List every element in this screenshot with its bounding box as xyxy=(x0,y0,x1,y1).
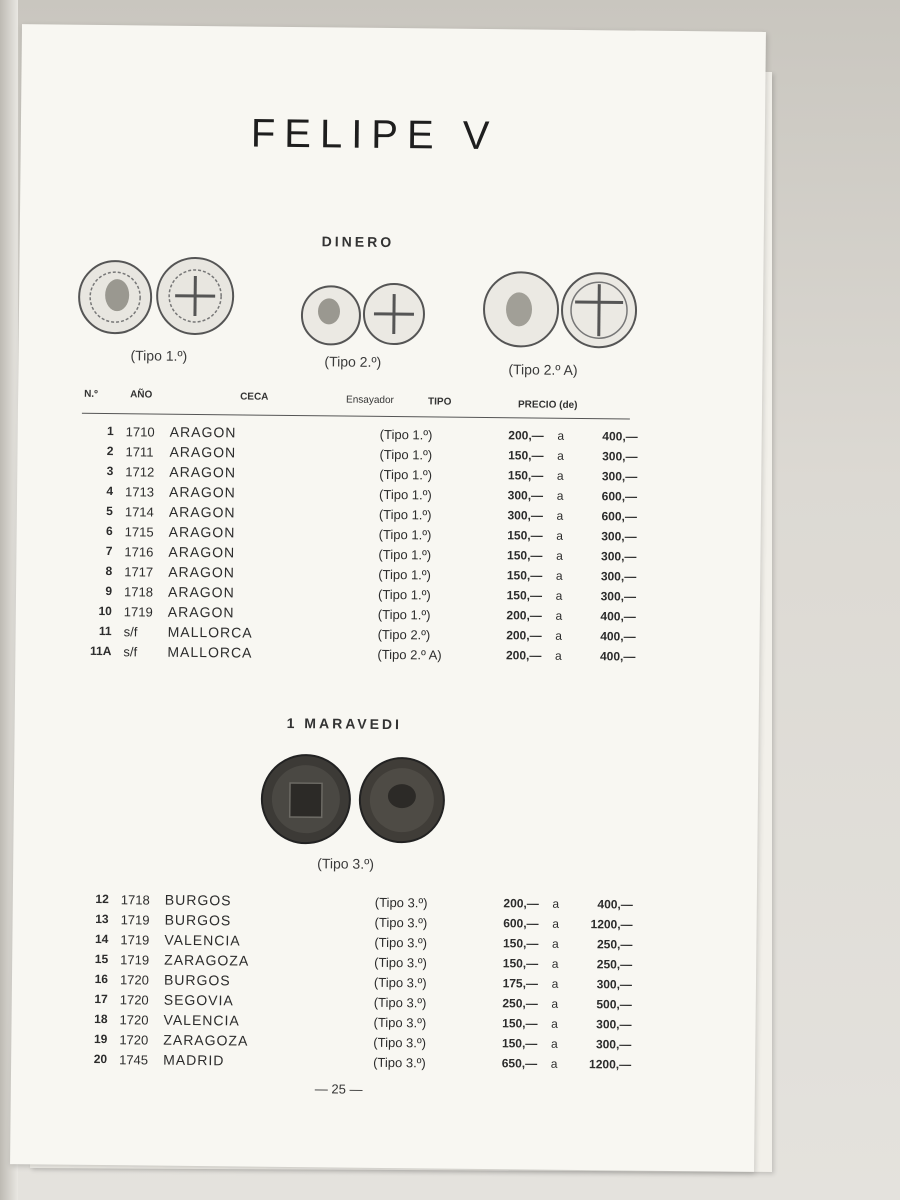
row-ceca: ARAGON xyxy=(168,503,236,521)
row-price-from: 150,— xyxy=(502,1016,538,1031)
row-tipo: (Tipo 2.º) xyxy=(377,626,431,642)
coin-tipo1-image xyxy=(77,253,248,341)
dinero-table-body xyxy=(79,421,637,667)
row-tipo: (Tipo 3.º) xyxy=(373,1034,427,1050)
row-ceca: ZARAGOZA xyxy=(164,951,250,969)
row-number: 5 xyxy=(106,504,113,519)
row-price-to: 600,— xyxy=(601,489,638,504)
row-number: 16 xyxy=(94,971,109,987)
row-price-to: 1200,— xyxy=(590,917,633,932)
row-number: 2 xyxy=(106,444,114,459)
row-price-to: 300,— xyxy=(600,589,637,604)
row-number: 4 xyxy=(106,484,114,499)
row-tipo: (Tipo 1.º) xyxy=(378,546,432,562)
row-price-to: 300,— xyxy=(601,469,638,484)
row-price-to: 250,— xyxy=(596,937,633,952)
coin-tipo2-image xyxy=(299,281,430,348)
header-tipo: TIPO xyxy=(427,396,452,408)
row-year: 1714 xyxy=(124,503,154,520)
row-price-sep: a xyxy=(555,628,563,643)
row-price-to: 500,— xyxy=(596,997,632,1012)
row-price-from: 175,— xyxy=(502,976,539,991)
row-ceca: ARAGON xyxy=(168,563,236,581)
row-price-sep: a xyxy=(556,488,564,503)
coin-tipo2a-reverse xyxy=(562,273,637,348)
row-number: 1 xyxy=(106,424,114,439)
row-price-to: 1200,— xyxy=(589,1057,632,1072)
row-price-to: 300,— xyxy=(600,569,637,584)
row-number: 13 xyxy=(95,911,109,927)
row-price-sep: a xyxy=(552,916,560,931)
header-ceca: CECA xyxy=(240,391,269,403)
row-year: s/f xyxy=(123,643,138,659)
row-year: s/f xyxy=(123,623,138,639)
row-price-from: 150,— xyxy=(502,956,539,971)
row-year: 1715 xyxy=(124,523,154,540)
row-price-to: 300,— xyxy=(601,549,637,564)
row-ceca: ARAGON xyxy=(169,483,236,501)
row-ceca: ARAGON xyxy=(167,603,235,621)
row-year: 1720 xyxy=(119,1031,149,1048)
row-number: 12 xyxy=(95,891,109,907)
dinero-price-table xyxy=(79,421,637,667)
row-price-from: 200,— xyxy=(505,648,542,663)
coin-tipo2a-obverse xyxy=(484,272,559,347)
row-year: 1712 xyxy=(125,463,155,480)
row-price-from: 200,— xyxy=(506,608,542,623)
row-price-to: 300,— xyxy=(596,977,633,992)
row-price-sep: a xyxy=(554,648,562,663)
row-year: 1719 xyxy=(120,911,150,928)
row-year: 1719 xyxy=(120,951,150,968)
coin-tipo2-reverse xyxy=(364,284,425,345)
row-price-to: 400,— xyxy=(600,609,636,624)
row-price-from: 150,— xyxy=(507,468,544,483)
row-price-from: 150,— xyxy=(506,588,543,603)
row-number: 20 xyxy=(93,1051,108,1067)
row-price-sep: a xyxy=(555,608,563,623)
row-price-from: 650,— xyxy=(501,1056,538,1071)
coin-tipo2-obverse xyxy=(302,286,361,345)
caption-tipo2a: (Tipo 2.º A) xyxy=(508,361,578,378)
row-number: 11A xyxy=(89,643,112,659)
row-price-sep: a xyxy=(557,448,564,463)
maravedi-price-table xyxy=(75,889,633,1075)
row-ceca: ARAGON xyxy=(167,583,235,601)
coin-tipo3-image xyxy=(259,751,450,849)
row-tipo: (Tipo 1.º) xyxy=(377,586,431,602)
row-price-sep: a xyxy=(551,956,559,971)
row-price-sep: a xyxy=(551,936,559,951)
row-tipo: (Tipo 1.º) xyxy=(378,526,432,542)
row-price-sep: a xyxy=(556,548,563,563)
row-tipo: (Tipo 3.º) xyxy=(374,914,428,930)
row-price-from: 200,— xyxy=(506,628,542,643)
header-ensayador: Ensayador xyxy=(346,394,394,407)
row-number: 3 xyxy=(106,464,114,479)
row-year: 1717 xyxy=(124,563,154,580)
row-year: 1720 xyxy=(119,971,149,988)
row-price-to: 300,— xyxy=(596,1017,632,1032)
row-number: 7 xyxy=(105,544,113,559)
row-tipo: (Tipo 1.º) xyxy=(379,446,433,462)
row-number: 15 xyxy=(94,951,109,967)
row-tipo: (Tipo 3.º) xyxy=(374,954,427,970)
row-price-to: 250,— xyxy=(596,957,633,972)
row-tipo: (Tipo 1.º) xyxy=(378,566,431,582)
row-price-sep: a xyxy=(555,588,563,603)
page-number: — 25 — xyxy=(314,1081,363,1097)
row-price-to: 400,— xyxy=(597,897,633,912)
row-ceca: ARAGON xyxy=(169,443,237,461)
row-price-from: 150,— xyxy=(508,448,544,463)
section-dinero-heading: DINERO xyxy=(321,233,395,251)
row-price-sep: a xyxy=(550,1056,558,1071)
row-ceca: SEGOVIA xyxy=(163,991,234,1009)
row-price-to: 400,— xyxy=(602,429,638,444)
row-price-to: 400,— xyxy=(599,649,636,664)
row-number: 14 xyxy=(94,931,109,947)
row-ceca: MALLORCA xyxy=(167,623,253,641)
row-year: 1711 xyxy=(125,443,154,460)
row-number: 8 xyxy=(105,564,113,579)
row-year: 1719 xyxy=(123,603,153,620)
row-tipo: (Tipo 3.º) xyxy=(373,1014,427,1030)
row-tipo: (Tipo 2.º A) xyxy=(377,646,442,663)
row-year: 1718 xyxy=(123,583,154,600)
row-ceca: VALENCIA xyxy=(164,931,241,949)
row-tipo: (Tipo 1.º) xyxy=(377,606,431,622)
coin-tipo1-reverse xyxy=(157,258,234,335)
row-price-from: 150,— xyxy=(502,936,539,951)
row-price-from: 200,— xyxy=(503,896,539,911)
coin-tipo1-obverse xyxy=(79,261,152,334)
row-ceca: ARAGON xyxy=(168,543,236,561)
row-price-from: 250,— xyxy=(502,996,538,1011)
header-rule xyxy=(82,413,630,420)
row-price-from: 300,— xyxy=(507,488,544,503)
row-price-sep: a xyxy=(556,528,564,543)
row-year: 1745 xyxy=(119,1051,149,1068)
row-tipo: (Tipo 3.º) xyxy=(373,974,427,990)
row-ceca: MALLORCA xyxy=(167,643,253,661)
row-number: 19 xyxy=(93,1031,108,1047)
row-number: 11 xyxy=(98,623,112,639)
maravedi-table-body xyxy=(75,889,633,1075)
row-ceca: ZARAGOZA xyxy=(163,1031,249,1049)
row-ceca: BURGOS xyxy=(163,971,231,989)
coin-tipo3-obverse xyxy=(261,755,350,844)
caption-tipo1: (Tipo 1.º) xyxy=(130,347,188,364)
coin-tipo2a-image xyxy=(481,267,642,353)
row-number: 10 xyxy=(98,603,112,619)
row-year: 1716 xyxy=(124,543,154,560)
row-tipo: (Tipo 1.º) xyxy=(379,466,433,482)
row-tipo: (Tipo 1.º) xyxy=(379,486,432,502)
row-number: 17 xyxy=(94,991,108,1007)
row-price-from: 200,— xyxy=(508,428,544,443)
row-price-sep: a xyxy=(557,428,565,443)
row-year: 1718 xyxy=(120,891,150,908)
row-number: 6 xyxy=(105,524,113,539)
coin-tipo3-reverse xyxy=(359,758,444,843)
row-tipo: (Tipo 3.º) xyxy=(373,1054,426,1070)
row-ceca: BURGOS xyxy=(164,891,232,909)
row-year: 1713 xyxy=(125,483,155,500)
row-tipo: (Tipo 3.º) xyxy=(374,894,428,910)
row-year: 1719 xyxy=(120,931,150,948)
row-year: 1710 xyxy=(125,423,155,440)
row-year: 1720 xyxy=(119,1011,149,1028)
row-price-to: 300,— xyxy=(602,449,638,464)
row-price-from: 150,— xyxy=(507,528,543,543)
row-ceca: MADRID xyxy=(163,1051,225,1069)
row-price-from: 150,— xyxy=(507,548,543,563)
catalog-page xyxy=(10,24,766,1172)
row-price-to: 600,— xyxy=(601,509,637,524)
header-precio: PRECIO (de) xyxy=(517,399,578,411)
row-number: 9 xyxy=(105,584,113,599)
row-tipo: (Tipo 3.º) xyxy=(374,934,428,950)
row-tipo: (Tipo 3.º) xyxy=(373,994,427,1010)
row-price-from: 300,— xyxy=(507,508,543,523)
row-year: 1720 xyxy=(119,991,149,1008)
caption-tipo2: (Tipo 2.º) xyxy=(324,353,382,370)
row-price-sep: a xyxy=(550,1036,558,1051)
row-number: 18 xyxy=(94,1011,108,1027)
row-price-to: 300,— xyxy=(601,529,637,544)
row-price-sep: a xyxy=(555,568,563,583)
row-ceca: ARAGON xyxy=(168,523,236,541)
row-price-from: 150,— xyxy=(506,568,543,583)
row-tipo: (Tipo 1.º) xyxy=(378,506,432,522)
row-tipo: (Tipo 1.º) xyxy=(379,426,433,442)
row-price-sep: a xyxy=(551,996,559,1011)
row-price-sep: a xyxy=(556,508,564,523)
row-price-sep: a xyxy=(552,896,560,911)
row-price-to: 400,— xyxy=(600,629,636,644)
row-price-sep: a xyxy=(551,976,559,991)
row-ceca: ARAGON xyxy=(169,423,237,441)
row-price-sep: a xyxy=(551,1016,558,1031)
row-price-to: 300,— xyxy=(595,1037,632,1052)
row-ceca: ARAGON xyxy=(169,463,237,481)
header-ano: AÑO xyxy=(130,389,153,401)
caption-tipo3: (Tipo 3.º) xyxy=(317,855,375,872)
row-price-from: 150,— xyxy=(501,1036,538,1051)
section-maravedi-heading: 1 MARAVEDI xyxy=(286,714,403,733)
header-num: N.º xyxy=(84,388,98,400)
row-price-sep: a xyxy=(556,468,564,483)
row-ceca: VALENCIA xyxy=(163,1011,240,1029)
row-ceca: BURGOS xyxy=(164,911,232,929)
page-title: FELIPE V xyxy=(250,111,499,159)
row-price-from: 600,— xyxy=(503,916,539,931)
